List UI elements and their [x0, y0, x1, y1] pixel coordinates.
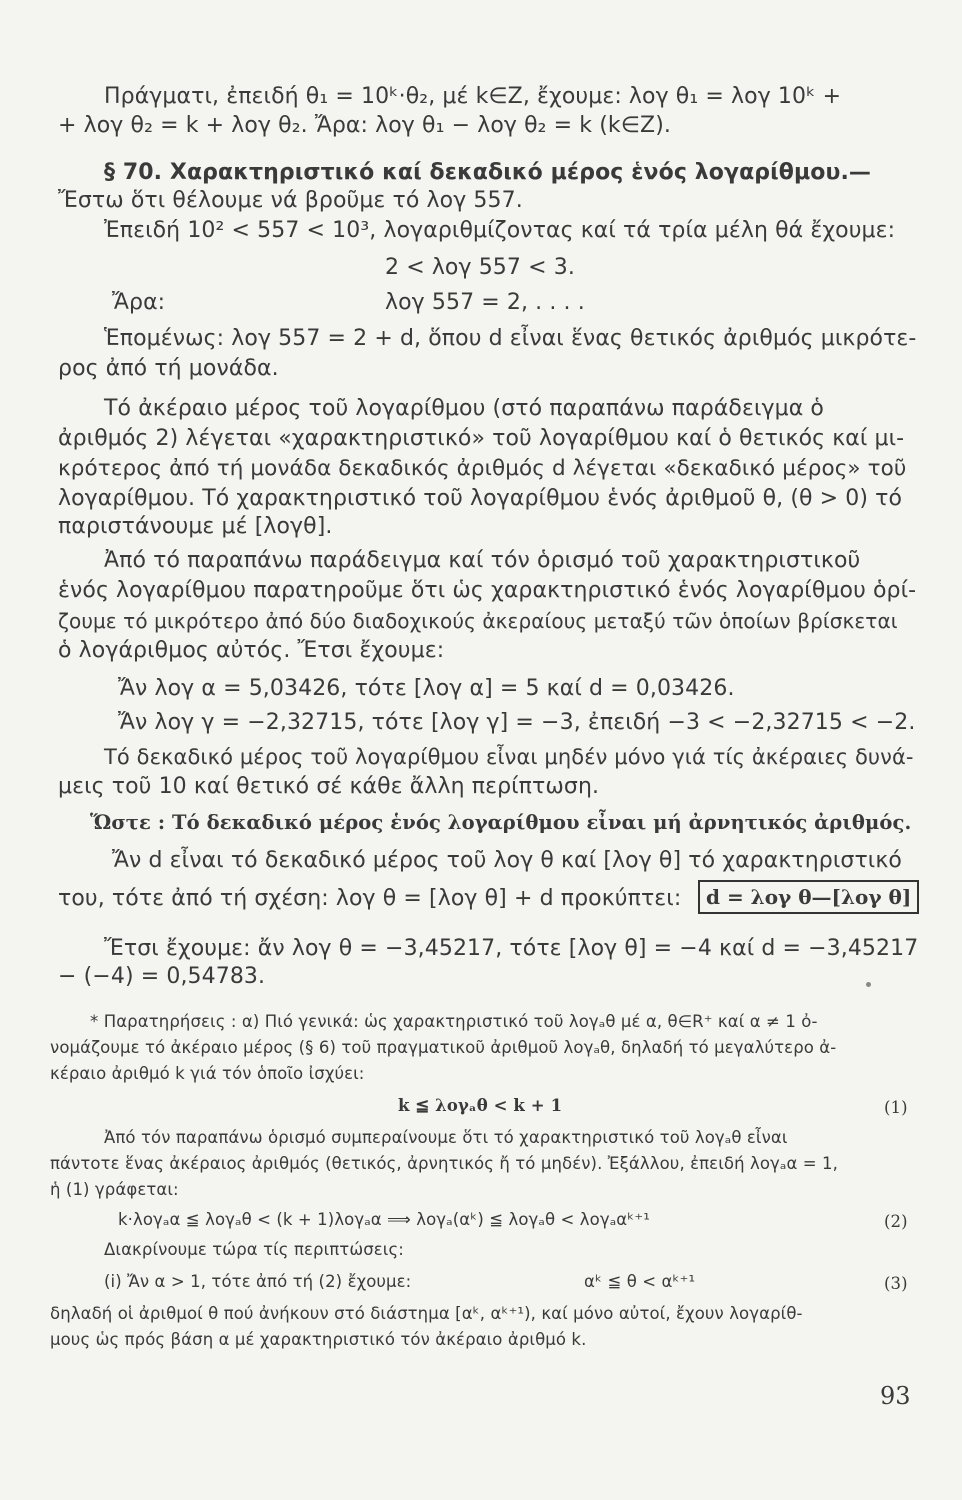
text-line: Ἄρα:: [112, 290, 166, 315]
text-line: κρότερος ἀπό τή μονάδα δεκαδικός ἀριθμός d λέγεται «δεκαδικό μέρος» τοῦ: [58, 456, 907, 481]
text-line: ἀριθμός 2) λέγεται «χαρακτηριστικό» τοῦ λογαρίθμου καί ὁ θετικός καί μι-: [58, 426, 905, 451]
text-line: Τό ἀκέραιο μέρος τοῦ λογαρίθμου (στό παραπάνω παράδειγμα ὁ: [104, 396, 824, 421]
conclusion: Ὥστε : Τό δεκαδικό μέρος ἑνός λογαρίθμου εἶναι μή ἀρνητικός ἀριθμός.: [90, 811, 912, 834]
note-line: δηλαδή οἱ ἀριθμοί θ πού ἀνήκουν στό διάστημα [αᵏ, αᵏ⁺¹), καί μόνο αὐτοί, ἔχουν λογαρίθ-: [50, 1304, 803, 1323]
note-line: μους ὡς πρός βάση α μέ χαρακτηριστικό τόν ἀκέραιο ἀριθμό k.: [50, 1330, 587, 1349]
example-line: Ἄν λογ α = 5,03426, τότε [λογ α] = 5 καί d = 0,03426.: [118, 676, 735, 701]
inequality: 2 < λογ 557 < 3.: [385, 255, 575, 280]
text-line: παριστάνουμε μέ [λογθ].: [58, 514, 333, 539]
note-formula: αᵏ ≦ θ < αᵏ⁺¹: [584, 1272, 696, 1291]
text-line: + λογ θ₂ = k + λογ θ₂. Ἄρα: λογ θ₁ − λογ θ₂ = k (k∈Z).: [58, 113, 671, 138]
page-number: 93: [880, 1382, 911, 1410]
note-formula: k ≦ λογₐθ < k + 1: [398, 1096, 563, 1115]
text-line: Ἑπομένως: λογ 557 = 2 + d, ὅπου d εἶναι ἕνας θετικός ἀριθμός μικρότε-: [104, 326, 917, 351]
note-line: * Παρατηρήσεις : α) Πιό γενικά: ὡς χαρακτηριστικό τοῦ λογₐθ μέ α, θ∈R⁺ καί α ≠ 1 ὀ-: [90, 1012, 818, 1031]
dot-mark: [866, 982, 871, 987]
note-line: ἡ (1) γράφεται:: [50, 1180, 179, 1199]
text-line: ὁ λογάριθμος αὐτός. Ἔτσι ἔχουμε:: [58, 638, 445, 663]
text-line: ἑνός λογαρίθμου παρατηροῦμε ὅτι ὡς χαρακτηριστικό ἑνός λογαρίθμου ὁρί-: [58, 578, 917, 603]
text-line: Ἀπό τό παραπάνω παράδειγμα καί τόν ὁρισμό τοῦ χαρακτηριστικοῦ: [104, 548, 861, 573]
text-line: Τό δεκαδικό μέρος τοῦ λογαρίθμου εἶναι μηδέν μόνο γιά τίς ἀκέραιες δυνά-: [104, 745, 914, 769]
example-line: Ἄν λογ γ = −2,32715, τότε [λογ γ] = −3, ἐπειδή −3 < −2,32715 < −2.: [118, 710, 916, 735]
note-line: κέραιο ἀριθμό k γιά τόν ὁποῖο ἰσχύει:: [50, 1064, 365, 1083]
text-line: του, τότε ἀπό τή σχέση: λογ θ = [λογ θ] + d προκύπτει:: [58, 886, 682, 911]
text-line: ζουμε τό μικρότερο ἀπό δύο διαδοχικούς ἀκεραίους μεταξύ τῶν ὁποίων βρίσκεται: [58, 609, 898, 633]
text-line: Ἔστω ὅτι θέλουμε νά βροῦμε τό λογ 557.: [58, 188, 523, 213]
note-formula: k·λογₐα ≦ λογₐθ < (k + 1)λογₐα ⟹ λογₐ(αᵏ) ≦ λογₐθ < λογₐαᵏ⁺¹: [118, 1210, 650, 1229]
equation-number: (2): [884, 1212, 908, 1231]
note-line: νομάζουμε τό ἀκέραιο μέρος (§ 6) τοῦ πραγματικοῦ ἀριθμοῦ λογₐθ, δηλαδή τό μεγαλύτερο ἀ-: [50, 1038, 837, 1057]
equation-number: (1): [884, 1098, 908, 1117]
note-line: πάντοτε ἕνας ἀκέραιος ἀριθμός (θετικός, ἀρνητικός ἤ τό μηδέν). Ἐξάλλου, ἐπειδή λογₐα = 1,: [50, 1154, 839, 1173]
text-line: λογαρίθμου. Τό χαρακτηριστικό τοῦ λογαρίθμου ἑνός ἀριθμοῦ θ, (θ > 0) τό: [58, 486, 903, 511]
text-line: Ἐπειδή 10² < 557 < 10³, λογαριθμίζοντας καί τά τρία μέλη θά ἔχουμε:: [104, 218, 896, 243]
section-heading: § 70. Χαρακτηριστικό καί δεκαδικό μέρος ἑνός λογαρίθμου.—: [104, 160, 872, 185]
text-line: Ἄν d εἶναι τό δεκαδικό μέρος τοῦ λογ θ καί [λογ θ] τό χαρακτηριστικό: [112, 848, 902, 873]
text-line: ρος ἀπό τή μονάδα.: [58, 356, 279, 381]
note-line: Διακρίνουμε τώρα τίς περιπτώσεις:: [104, 1240, 404, 1259]
note-line: Ἀπό τόν παραπάνω ὁρισμό συμπεραίνουμε ὅτι τό χαρακτηριστικό τοῦ λογₐθ εἶναι: [104, 1128, 788, 1147]
note-line: (i) Ἄν α > 1, τότε ἀπό τή (2) ἔχουμε:: [104, 1272, 412, 1291]
equation: λογ 557 = 2, . . . .: [385, 290, 585, 315]
equation-number: (3): [884, 1274, 908, 1293]
text-line: − (−4) = 0,54783.: [58, 964, 266, 989]
boxed-formula: d = λογ θ—[λογ θ]: [698, 880, 919, 914]
text-line: Πράγματι, ἐπειδή θ₁ = 10ᵏ·θ₂, μέ k∈Z, ἔχουμε: λογ θ₁ = λογ 10ᵏ +: [104, 84, 842, 109]
text-line: Ἔτσι ἔχουμε: ἄν λογ θ = −3,45217, τότε [λογ θ] = −4 καί d = −3,45217: [104, 936, 919, 961]
text-line: μεις τοῦ 10 καί θετικό σέ κάθε ἄλλη περίπτωση.: [58, 774, 600, 799]
